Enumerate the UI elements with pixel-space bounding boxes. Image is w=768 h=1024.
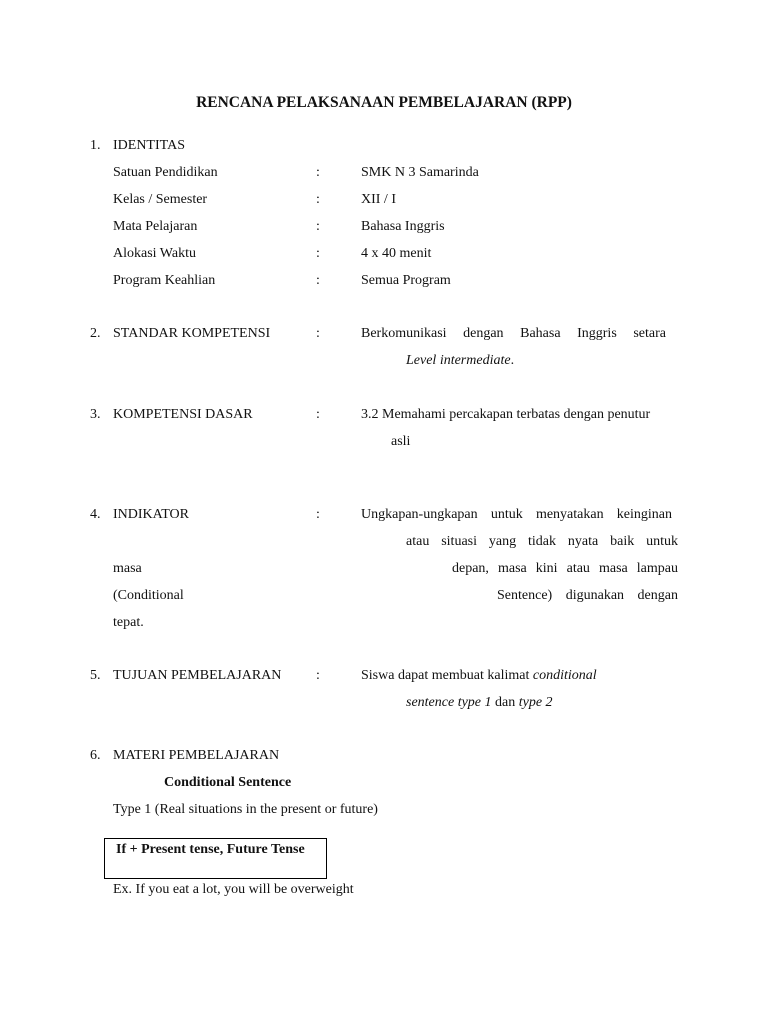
indikator-line-3-left: masa bbox=[113, 561, 142, 576]
tujuan-text: Siswa dapat membuat kalimat bbox=[361, 668, 533, 683]
field-value: SMK N 3 Samarinda bbox=[361, 165, 479, 180]
field-value: 4 x 40 menit bbox=[361, 246, 432, 261]
field-value: Bahasa Inggris bbox=[361, 219, 445, 234]
colon: : bbox=[316, 407, 320, 422]
section-heading: KOMPETENSI DASAR bbox=[113, 407, 253, 422]
indikator-line-5: tepat. bbox=[113, 615, 144, 630]
tujuan-line-1 bbox=[361, 667, 597, 685]
kompetensi-line-2: asli bbox=[391, 434, 411, 449]
tujuan-type-1: sentence type 1 bbox=[406, 695, 492, 710]
colon: : bbox=[316, 192, 320, 207]
field-value: XII / I bbox=[361, 192, 396, 207]
section-number: 5. bbox=[90, 668, 101, 683]
section-heading: INDIKATOR bbox=[113, 507, 189, 522]
tujuan-dan: dan bbox=[491, 695, 519, 710]
section-number: 2. bbox=[90, 326, 101, 341]
field-value: Semua Program bbox=[361, 273, 451, 288]
colon: : bbox=[316, 219, 320, 234]
field-label: Alokasi Waktu bbox=[113, 246, 196, 261]
section-heading: IDENTITAS bbox=[113, 138, 185, 153]
materi-example: Ex. If you eat a lot, you will be overweight bbox=[113, 882, 354, 897]
standar-period: . bbox=[510, 353, 515, 368]
tujuan-type-2: type 2 bbox=[518, 695, 553, 710]
section-number: 4. bbox=[90, 507, 101, 522]
field-label: Kelas / Semester bbox=[113, 192, 208, 207]
section-number: 3. bbox=[90, 407, 101, 422]
colon: : bbox=[316, 273, 320, 288]
colon: : bbox=[316, 246, 320, 261]
section-heading: TUJUAN PEMBELAJARAN bbox=[113, 668, 282, 683]
standar-line-1: Berkomunikasi dengan Bahasa Inggris setara bbox=[361, 326, 666, 341]
indikator-line-4-left: (Conditional bbox=[113, 588, 184, 603]
section-heading: STANDAR KOMPETENSI bbox=[113, 326, 271, 341]
section-heading: MATERI PEMBELAJARAN bbox=[113, 748, 280, 763]
materi-type-1: Type 1 (Real situations in the present or future) bbox=[113, 802, 378, 817]
section-number: 1. bbox=[90, 138, 101, 153]
indikator-line-3-right: depan, masa kini atau masa lampau bbox=[452, 561, 678, 576]
colon: : bbox=[316, 507, 320, 522]
tujuan-line-2 bbox=[406, 694, 553, 712]
tujuan-conditional: conditional bbox=[532, 668, 597, 683]
colon: : bbox=[316, 326, 320, 341]
indikator-line-4-right: Sentence) digunakan dengan bbox=[497, 588, 678, 603]
formula-box bbox=[104, 838, 327, 879]
section-number: 6. bbox=[90, 748, 101, 763]
field-label: Program Keahlian bbox=[113, 273, 216, 288]
formula-text: If + Present tense, Future Tense bbox=[116, 842, 305, 857]
field-label: Satuan Pendidikan bbox=[113, 165, 218, 180]
indikator-line-2: atau situasi yang tidak nyata baik untuk bbox=[406, 534, 678, 549]
kompetensi-line-1: 3.2 Memahami percakapan terbatas dengan penutur bbox=[361, 407, 651, 422]
standar-level-text: Level intermediate bbox=[406, 353, 511, 368]
field-label: Mata Pelajaran bbox=[113, 219, 198, 234]
colon: : bbox=[316, 165, 320, 180]
colon: : bbox=[316, 668, 320, 683]
page-title: RENCANA PELAKSANAAN PEMBELAJARAN (RPP) bbox=[196, 94, 572, 111]
indikator-line-1: Ungkapan-ungkapan untuk menyatakan keinginan bbox=[361, 507, 672, 522]
materi-subheading: Conditional Sentence bbox=[164, 775, 292, 790]
standar-line-2 bbox=[406, 352, 514, 370]
